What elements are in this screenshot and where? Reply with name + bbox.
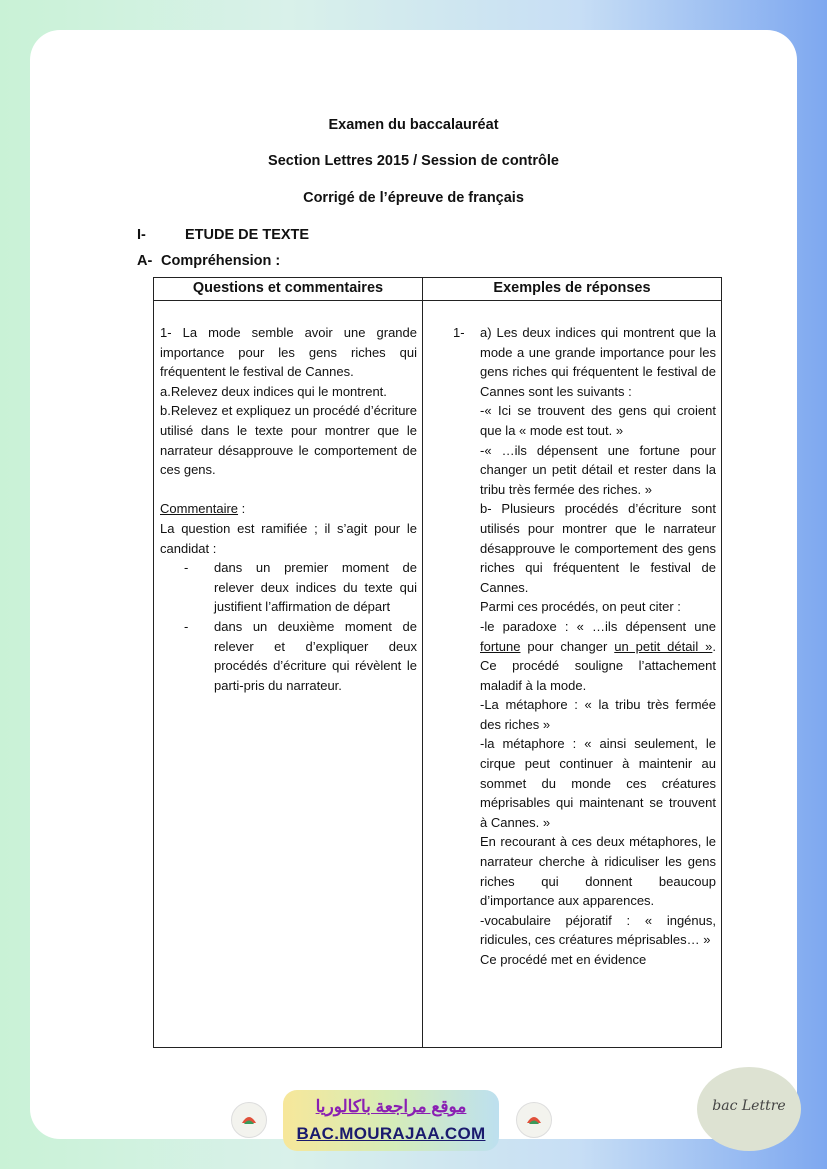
- answer-continuation: Ce procédé met en évidence: [480, 952, 647, 967]
- comment-colon: :: [238, 501, 246, 517]
- comment-bullet: [160, 617, 417, 695]
- answer-paradox: [480, 617, 716, 695]
- question-text: 1- La mode semble avoir une grande importance pour les gens riches qui fréquentent le festival de Cannes.: [160, 325, 417, 380]
- site-url-link[interactable]: BAC.MOURAJAA.COM: [296, 1124, 486, 1143]
- answer-a-quote-2: -« …ils dépensent une fortune pour changer un petit détail et rester dans la tribu très fermée des riches. »: [480, 442, 716, 497]
- paradox-text-2: pour changer: [520, 638, 615, 654]
- comment-label: Commentaire: [160, 501, 239, 517]
- comment-heading: [160, 499, 417, 519]
- answer-a-quote-1: -« Ici se trouvent des gens qui croient que la « mode est tout. »: [480, 403, 716, 438]
- paradox-text-3: . Ce procédé souligne l’attachement maladif à la mode.: [480, 638, 716, 693]
- section-a-title: Compréhension :: [161, 253, 281, 269]
- bullet-mark: -: [184, 618, 189, 634]
- site-logo-right-icon: [516, 1102, 552, 1138]
- section-i-title: ETUDE DE TEXTE: [185, 227, 310, 243]
- exam-title: Examen du baccalauréat: [328, 117, 499, 133]
- stamp-text: bac Lettre: [712, 1098, 786, 1114]
- question-b: b.Relevez et expliquez un procédé d’écriture utilisé dans le texte pour montrer que le narrateur désapprouve le comportement de ces gens.: [160, 403, 417, 478]
- bullet-text: dans un deuxième moment de relever et d’expliquer deux procédés d’écriture qui révèlent le parti-pris du narrateur.: [214, 618, 417, 693]
- exam-section: Section Lettres 2015 / Session de contrôle: [268, 153, 559, 169]
- section-a-number: A-: [137, 253, 153, 269]
- question-a: a.Relevez deux indices qui le montrent.: [160, 383, 387, 399]
- bullet-text: dans un premier moment de relever deux indices du texte qui justifient l’affirmation de départ: [214, 560, 417, 615]
- comment-bullet: [160, 558, 417, 617]
- paradox-underline-2: un petit détail »: [614, 638, 713, 654]
- column-header-answers: Exemples de réponses: [423, 278, 722, 301]
- questions-cell: [154, 301, 423, 1048]
- answer-pejorative: -vocabulaire péjoratif : « ingénus, ridicules, ces créatures méprisables… »: [480, 912, 716, 948]
- column-header-questions: Questions et commentaires: [154, 278, 423, 301]
- answer-b: b- Plusieurs procédés d’écriture sont utilisés pour montrer que le narrateur désapprouve le comportement des gens riches qui fréquentent le festival de Cannes.: [480, 501, 716, 595]
- answer-number: 1-: [453, 325, 465, 340]
- answer-b-intro: Parmi ces procédés, on peut citer :: [480, 599, 681, 615]
- answer-metaphor-1: -La métaphore : « la tribu très fermée des riches »: [480, 697, 716, 732]
- bullet-mark: -: [184, 560, 189, 576]
- answer-metaphor-explanation: En recourant à ces deux métaphores, le narrateur cherche à ridiculiser les gens riches qui donnent beaucoup d’importance aux apparences.: [480, 834, 716, 909]
- answers-cell: [423, 301, 722, 1048]
- paradox-underline-1: fortune: [480, 638, 521, 654]
- bac-lettre-stamp: [697, 1067, 801, 1151]
- paradox-text: -le paradoxe : « …ils dépensent une: [480, 618, 716, 634]
- site-logo-left-icon: [231, 1102, 267, 1138]
- answer-table: [153, 277, 722, 1048]
- site-name-arabic[interactable]: موقع مراجعة باكالوريا: [315, 1097, 467, 1116]
- comment-text: La question est ramifiée ; il s’agit pour le candidat :: [160, 520, 417, 556]
- exam-subtitle: Corrigé de l’épreuve de français: [303, 190, 524, 206]
- answer-a: a) Les deux indices qui montrent que la mode a une grande importance pour les gens riches qui fréquentent le festival de Cannes sont les suivants :: [480, 325, 716, 399]
- answer-metaphor-2: -la métaphore : « ainsi seulement, le cirque peut continuer à maintenir au sommet du monde ces créatures méprisables qui maintenant se trouvent à Cannes. »: [480, 736, 716, 830]
- section-i-number: I-: [137, 227, 146, 243]
